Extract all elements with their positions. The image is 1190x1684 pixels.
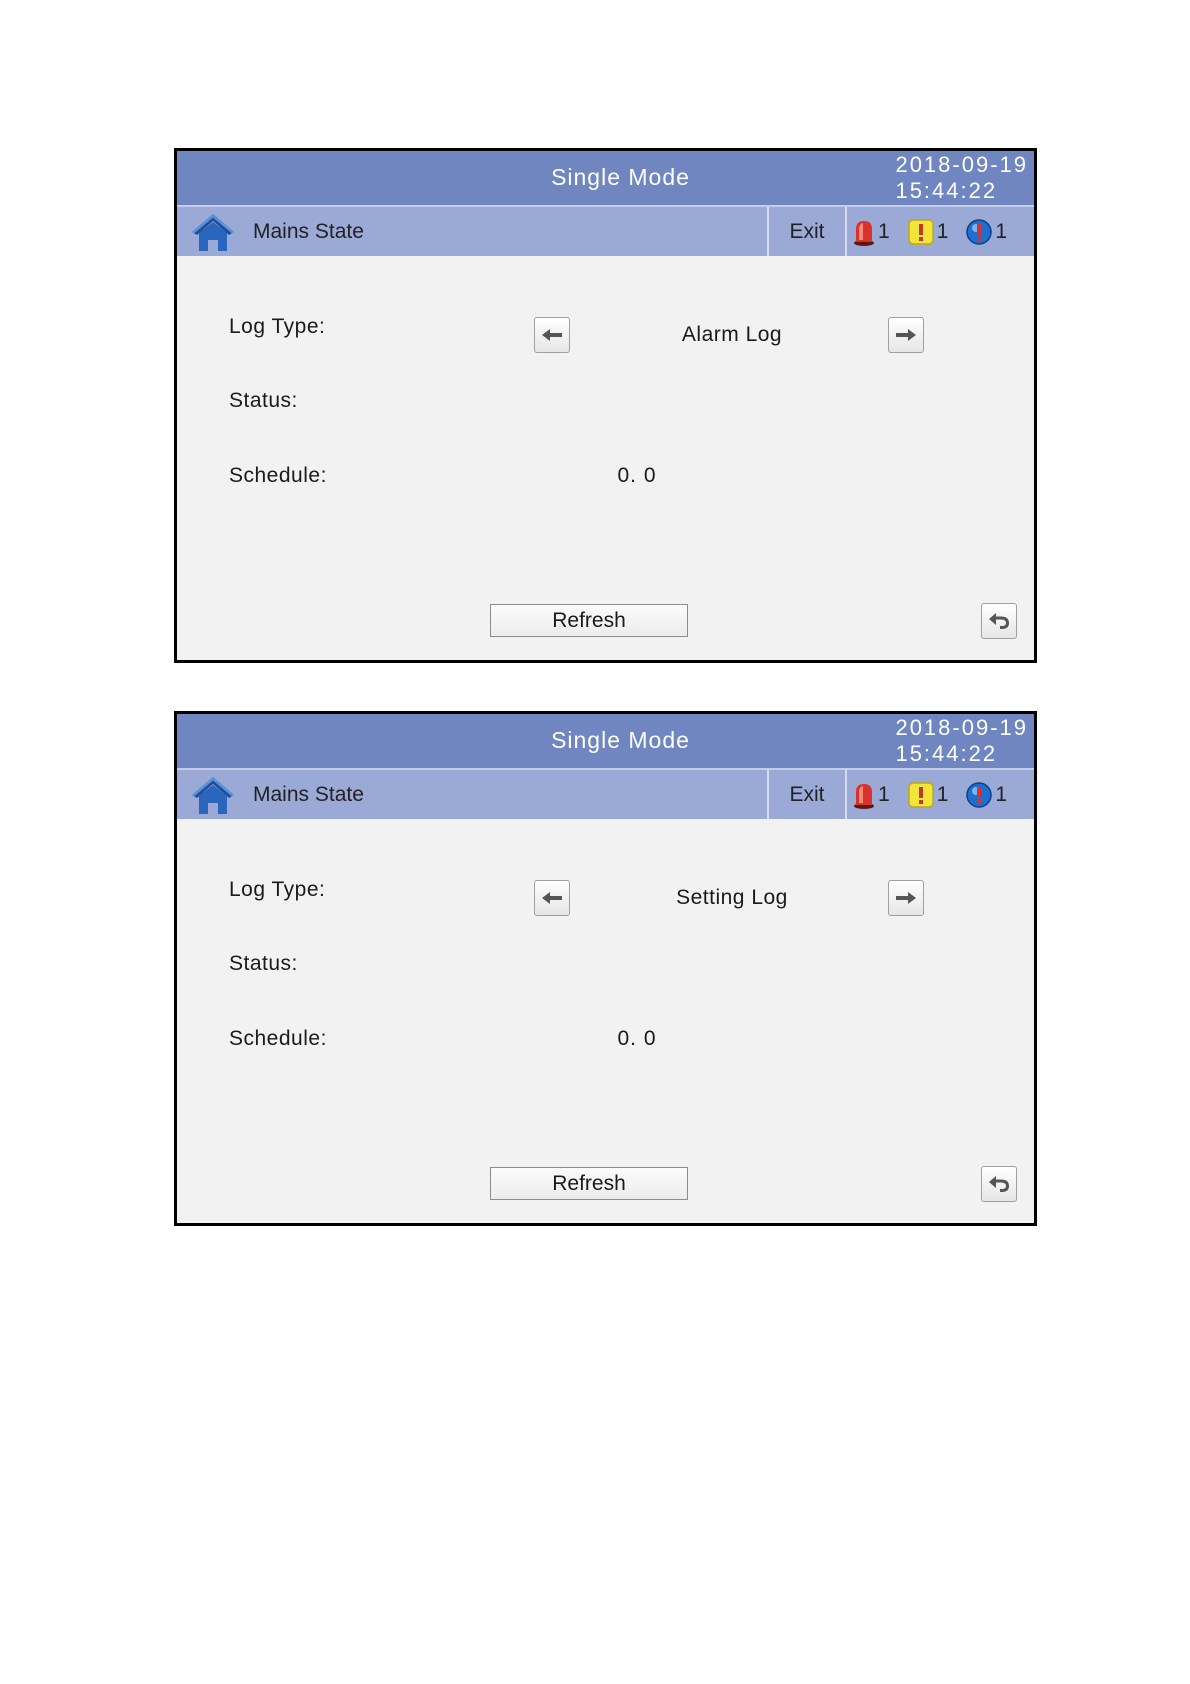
page-name: Mains State xyxy=(253,783,364,806)
home-icon xyxy=(189,774,237,816)
home-icon xyxy=(189,211,237,253)
log-type-label: Log Type: xyxy=(229,878,326,901)
warning-count: 1 xyxy=(936,220,949,243)
status-label: Status: xyxy=(229,952,298,975)
time-text: 15:44:22 xyxy=(895,741,998,766)
datetime xyxy=(895,152,1028,204)
warning-counter[interactable] xyxy=(908,782,949,808)
arrow-right-icon xyxy=(895,328,917,342)
next-log-type-button[interactable] xyxy=(888,317,924,353)
warning-count: 1 xyxy=(936,783,949,806)
warning-counter[interactable] xyxy=(908,219,949,245)
warning-icon xyxy=(908,219,934,245)
exit-button[interactable]: Exit xyxy=(789,783,825,806)
info-counter[interactable] xyxy=(966,219,1007,245)
title-bar xyxy=(177,151,1034,205)
arrow-right-icon xyxy=(895,891,917,905)
date-text: 2018-09-19 xyxy=(895,152,1028,177)
back-button[interactable] xyxy=(981,603,1017,639)
return-icon xyxy=(987,611,1011,631)
home-button[interactable] xyxy=(189,774,237,816)
alarm-beacon-icon xyxy=(853,781,875,809)
schedule-value: 0. 0 xyxy=(617,1027,657,1050)
arrow-left-icon xyxy=(541,891,563,905)
date-text: 2018-09-19 xyxy=(895,715,1028,740)
status-label: Status: xyxy=(229,389,298,412)
next-log-type-button[interactable] xyxy=(888,880,924,916)
schedule-label: Schedule: xyxy=(229,1027,327,1050)
time-text: 15:44:22 xyxy=(895,178,998,203)
navigation-bar xyxy=(177,205,1034,256)
mode-title: Single Mode xyxy=(551,164,690,190)
refresh-button[interactable]: Refresh xyxy=(490,1167,688,1200)
refresh-button[interactable]: Refresh xyxy=(490,604,688,637)
previous-log-type-button[interactable] xyxy=(534,317,570,353)
divider xyxy=(845,770,847,819)
alarm-count: 1 xyxy=(878,220,890,243)
back-button[interactable] xyxy=(981,1166,1017,1202)
info-counter[interactable] xyxy=(966,782,1007,808)
hmi-screen-alarm-log xyxy=(174,148,1037,663)
hmi-screen-setting-log xyxy=(174,711,1037,1226)
mode-title: Single Mode xyxy=(551,727,690,753)
exit-button[interactable]: Exit xyxy=(789,220,825,243)
schedule-value: 0. 0 xyxy=(617,464,657,487)
info-count: 1 xyxy=(995,220,1008,243)
warning-icon xyxy=(908,782,934,808)
alarm-counter[interactable] xyxy=(853,781,890,809)
info-icon xyxy=(966,782,992,808)
home-button[interactable] xyxy=(189,211,237,253)
log-type-value: Setting Log xyxy=(676,886,788,909)
alarm-beacon-icon xyxy=(853,218,875,246)
return-icon xyxy=(987,1174,1011,1194)
page-name: Mains State xyxy=(253,220,364,243)
title-bar xyxy=(177,714,1034,768)
event-counters xyxy=(853,780,1007,810)
alarm-count: 1 xyxy=(878,783,890,806)
datetime xyxy=(895,715,1028,767)
event-counters xyxy=(853,217,1007,247)
log-type-label: Log Type: xyxy=(229,315,326,338)
arrow-left-icon xyxy=(541,328,563,342)
schedule-label: Schedule: xyxy=(229,464,327,487)
info-icon xyxy=(966,219,992,245)
navigation-bar xyxy=(177,768,1034,819)
log-type-value: Alarm Log xyxy=(681,323,783,346)
info-count: 1 xyxy=(995,783,1008,806)
previous-log-type-button[interactable] xyxy=(534,880,570,916)
divider xyxy=(845,207,847,256)
alarm-counter[interactable] xyxy=(853,218,890,246)
